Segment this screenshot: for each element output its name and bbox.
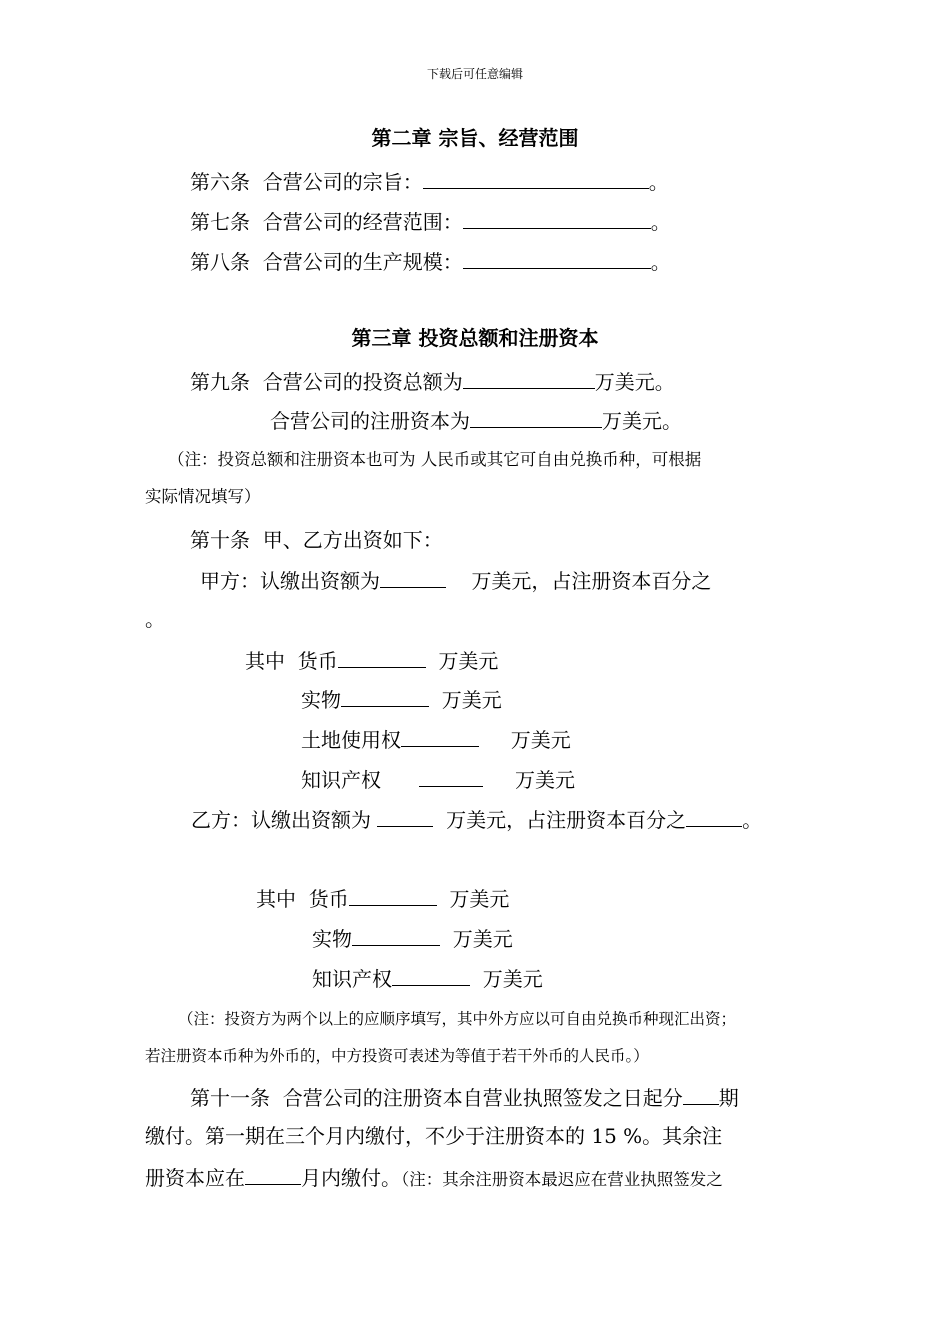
party-b-currency <box>256 887 509 909</box>
article-7 <box>190 210 671 232</box>
party-b-item-ip: 知识产权 <box>312 967 392 991</box>
article-6 <box>190 170 669 192</box>
party-b-amount-blank[interactable] <box>377 808 433 827</box>
article-6-text: 合营公司的宗旨： <box>262 170 423 194</box>
article-11-text3b: 月内缴付。 <box>301 1166 401 1190</box>
article-7-text: 合营公司的经营范围： <box>262 210 463 234</box>
article-11-label: 第十一条 <box>190 1086 270 1110</box>
party-a-item-land: 土地使用权 <box>301 728 401 752</box>
party-a-ip <box>301 768 575 790</box>
party-a-land-blank[interactable] <box>401 728 479 747</box>
party-a-item-currency: 货币 <box>297 649 338 673</box>
party-a-currency <box>245 649 498 671</box>
party-b-unit-3: 万美元 <box>482 967 543 991</box>
chapter-2-title: 第二章 宗旨、经营范围 <box>371 126 579 150</box>
note-1-line2: 实际情况填写） <box>145 487 261 506</box>
party-a-among: 其中 <box>245 649 285 673</box>
party-b-percent-blank[interactable] <box>686 808 742 827</box>
party-b-material-blank[interactable] <box>352 927 440 946</box>
party-b-currency-blank[interactable] <box>349 887 437 906</box>
article-7-label: 第七条 <box>190 210 250 234</box>
scope-blank[interactable] <box>463 210 651 229</box>
party-a-item-material: 实物 <box>301 688 341 712</box>
party-a-unit-2: 万美元 <box>441 688 502 712</box>
article-9-label: 第九条 <box>190 370 250 394</box>
party-b-among: 其中 <box>256 887 296 911</box>
months-blank[interactable] <box>245 1166 301 1185</box>
party-a-material <box>301 688 502 710</box>
party-b-ip <box>312 967 543 989</box>
article-9-text1: 合营公司的投资总额为 <box>262 370 463 394</box>
party-a-unit-1: 万美元 <box>438 649 499 673</box>
article-9-unit2: 万美元。 <box>602 409 682 433</box>
installments-blank[interactable] <box>683 1086 719 1105</box>
party-b-item-material: 实物 <box>312 927 352 951</box>
total-investment-blank[interactable] <box>463 370 595 389</box>
article-6-end: 。 <box>648 170 669 194</box>
article-8-end: 。 <box>650 250 671 274</box>
party-b-material <box>312 927 513 949</box>
article-11-text3a: 册资本应在 <box>145 1166 245 1190</box>
party-a-amount-blank[interactable] <box>380 569 446 588</box>
party-b-ip-blank[interactable] <box>392 967 470 986</box>
party-a-mid: 万美元，占注册资本百分之 <box>471 569 712 593</box>
note-2-line1: （注：投资方为两个以上的应顺序填写，其中外方应以可自由兑换币种现汇出资； <box>178 1010 737 1028</box>
article-10 <box>190 530 443 550</box>
party-b-prefix: 乙方：认缴出资额为 <box>191 808 371 832</box>
party-b-line <box>191 808 762 830</box>
article-6-label: 第六条 <box>190 170 250 194</box>
article-7-end: 。 <box>650 210 671 234</box>
party-a-unit-3: 万美元 <box>510 728 571 752</box>
party-a-wrap: 。 <box>145 607 165 631</box>
party-a-ip-blank[interactable] <box>419 768 483 787</box>
party-a-unit-4: 万美元 <box>514 768 575 792</box>
article-11-note: （注：其余注册资本最迟应在营业执照签发之 <box>401 1170 723 1189</box>
party-a-prefix: 甲方：认缴出资额为 <box>200 569 380 593</box>
article-9-unit1: 万美元。 <box>594 370 675 394</box>
party-b-mid: 万美元，占注册资本百分之 <box>446 808 687 832</box>
note-1-line1: （注：投资总额和注册资本也可为 人民币或其它可自由兑换币种，可根据 <box>168 450 702 469</box>
article-8-text: 合营公司的生产规模： <box>262 250 463 274</box>
article-8 <box>190 250 671 272</box>
article-9-line1 <box>190 370 675 392</box>
scale-blank[interactable] <box>463 250 651 269</box>
chapter-3-title: 第三章 投资总额和注册资本 <box>351 326 599 350</box>
party-a-currency-blank[interactable] <box>338 649 426 668</box>
party-a-line <box>200 569 711 591</box>
party-b-unit-1: 万美元 <box>449 887 510 911</box>
article-11-text1: 合营公司的注册资本自营业执照签发之日起分 <box>282 1086 683 1110</box>
party-b-item-currency: 货币 <box>308 887 349 911</box>
party-a-item-ip: 知识产权 <box>301 768 381 792</box>
article-11-line3 <box>145 1166 723 1189</box>
article-8-label: 第八条 <box>190 250 250 274</box>
party-a-land <box>301 728 571 750</box>
article-10-label: 第十条 <box>190 528 250 552</box>
article-9-text2: 合营公司的注册资本为 <box>270 409 470 433</box>
article-11-line1 <box>190 1086 739 1108</box>
note-2-line2: 若注册资本币种为外币的，中方投资可表述为等值于若干外币的人民币。） <box>145 1047 649 1065</box>
article-11-line2: 缴付。第一期在三个月内缴付，不少于注册资本的 15 %。其余注 <box>145 1124 723 1148</box>
registered-capital-blank[interactable] <box>470 409 602 428</box>
article-11-text1b: 期 <box>718 1086 739 1110</box>
party-b-unit-2: 万美元 <box>452 927 513 951</box>
party-a-material-blank[interactable] <box>341 688 429 707</box>
party-b-end: 。 <box>742 808 763 832</box>
purpose-blank[interactable] <box>423 170 649 189</box>
header-note: 下载后可任意编辑 <box>426 67 523 81</box>
article-10-text: 甲、乙方出资如下： <box>262 528 443 552</box>
article-9-line2 <box>270 409 682 431</box>
